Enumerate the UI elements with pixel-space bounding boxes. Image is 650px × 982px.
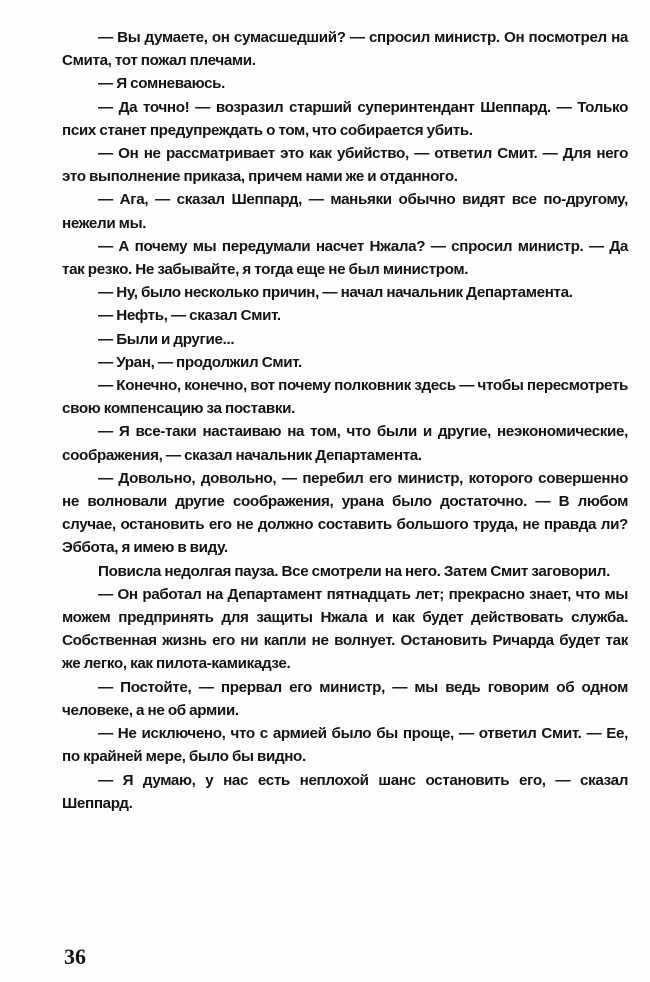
paragraph-16: — Постойте, — прервал его министр, — мы ведь говорим об одном человеке, а не об армии.	[62, 678, 628, 719]
paragraph-5: — Ага, — сказал Шеппард, — маньяки обычно видят все по-другому, нежели мы.	[62, 191, 628, 232]
paragraph-11: — Конечно, конечно, вот почему полковник здесь — чтобы пересмотреть свою компенсацию за поставки.	[62, 377, 628, 418]
paragraph-12: — Я все-таки настаиваю на том, что были и другие, неэкономические, соображения, — сказал начальник Департамента.	[62, 423, 628, 464]
paragraph-4: — Он не рассматривает это как убийство, — ответил Смит. — Для него это выполнение приказа, причем нами же и отданного.	[62, 145, 628, 186]
paragraph-3: — Да точно! — возразил старший суперинтендант Шеппард. — Только псих станет предупреждать о том, что собирается убить.	[62, 98, 628, 139]
paragraph-17: — Не исключено, что с армией было бы проще, — ответил Смит. — Ее, по крайней мере, было бы видно.	[62, 725, 628, 766]
paragraph-1: — Вы думаете, он сумасшедший? — спросил министр. Он посмотрел на Смита, тот пожал плечами.	[62, 29, 628, 70]
paragraph-14: Повисла недолгая пауза. Все смотрели на него. Затем Смит заговорил.	[98, 562, 610, 580]
paragraph-18: — Я думаю, у нас есть неплохой шанс остановить его, — сказал Шеппард.	[62, 771, 628, 812]
page-number: 36	[64, 944, 86, 969]
paragraph-13: — Довольно, довольно, — перебил его министр, которого совершенно не волновали другие соображения, урана было достаточно. — В любом случае, остановить его не должно составить большого труда, не правда ли? Эббота, я имею в виду.	[62, 469, 628, 557]
paragraph-8: — Нефть, — сказал Смит.	[98, 307, 281, 325]
paragraph-2: — Я сомневаюсь.	[98, 75, 226, 93]
paragraph-15: — Он работал на Департамент пятнадцать лет; прекрасно знает, что мы можем предпринять для защиты Нжала и как будет действовать служба. Собственная жизнь его ни капли не волнует. Остановить Ричарда будет так же легко, как пилота-камикадзе.	[62, 585, 628, 673]
body-text	[62, 26, 628, 815]
paragraph-10: — Уран, — продолжил Смит.	[98, 353, 302, 371]
paragraph-6: — А почему мы передумали насчет Нжала? — спросил министр. — Да так резко. Не забывайте, я тогда еще не был министром.	[62, 237, 628, 279]
paragraph-7: — Ну, было несколько причин, — начал начальник Департамента.	[98, 284, 573, 302]
paragraph-9: — Были и другие...	[98, 330, 235, 348]
